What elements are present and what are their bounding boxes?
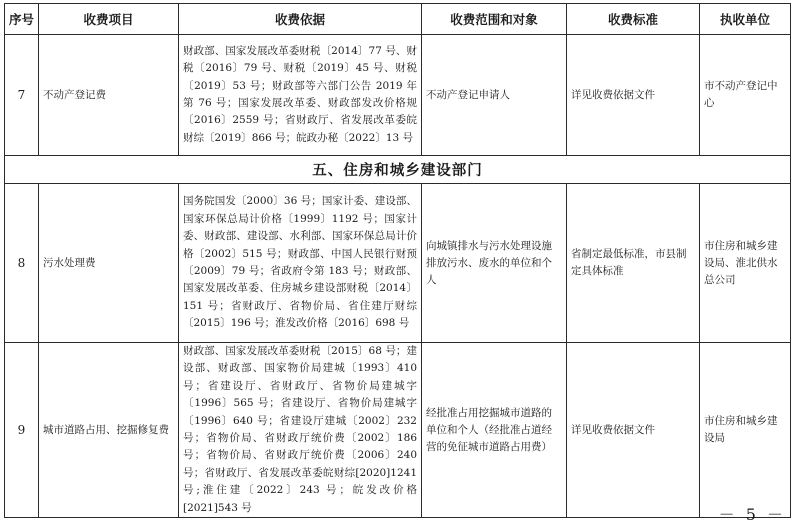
row-no: 8 <box>5 184 39 343</box>
row-item: 不动产登记费 <box>39 35 179 156</box>
row-standard: 详见收费依据文件 <box>567 35 700 156</box>
row-unit: 市不动产登记中心 <box>700 35 791 156</box>
section-title: 五、住房和城乡建设部门 <box>5 156 791 184</box>
row-standard: 详见收费依据文件 <box>567 343 700 518</box>
row-scope: 经批准占用挖掘城市道路的单位和个人（经批准占道经营的免征城市道路占用费） <box>422 343 567 518</box>
row-unit: 市住房和城乡建设局 <box>700 343 791 518</box>
row-no: 7 <box>5 35 39 156</box>
table-row <box>5 343 791 518</box>
row-item: 城市道路占用、挖掘修复费 <box>39 343 179 518</box>
fee-table <box>4 3 791 518</box>
row-no: 9 <box>5 343 39 518</box>
row-basis: 国务院国发〔2000〕36 号；国家计委、建设部、国家环保总局计价格〔1999〕1192 号；国家计委、财政部、建设部、水利部、国家环保总局计价格〔2002〕515 号；财政部、中国人民银行财预〔2009〕79 号；省政府令第 183 号；财政部、国家发展改革委、住房城乡建设部财税〔2014〕151 号；省财政厅、省物价局、省住建厅财综〔2015〕196 号；淮发改价格〔2016〕698 号 <box>179 184 422 343</box>
row-basis: 财政部、国家发展改革委财税〔2015〕68 号；建设部、财政部、国家物价局建城〔1993〕410 号；省建设厅、省财政厅、省物价局建城字〔1996〕565 号；省建设厅、省物价局建城字〔1996〕640 号；省建设厅建城〔2002〕232 号；省物价局、省财政厅统价费〔2002〕186 号；省物价局、省财政厅统价费〔2006〕240 号；省财政厅、省发展改革委皖财综[2020]1241 号;淮住建〔2022〕243 号；皖发改价格[2021]543 号 <box>179 343 422 518</box>
page-number: － 5 － <box>718 505 786 524</box>
header-basis: 收费依据 <box>179 4 422 35</box>
row-basis: 财政部、国家发展改革委财税〔2014〕77 号、财税〔2016〕79 号、财税〔2019〕45 号、财税〔2019〕53 号；财政部等六部门公告 2019 年第 76 号；国家发展改革委、财政部发改价格规〔2016〕2559 号；省财政厅、省发展改革委皖财综〔2019〕866 号；皖政办秘〔2022〕13 号 <box>179 35 422 156</box>
row-scope: 不动产登记申请人 <box>422 35 567 156</box>
section-row <box>5 156 791 184</box>
header-scope: 收费范围和对象 <box>422 4 567 35</box>
table-row <box>5 184 791 343</box>
header-no: 序号 <box>5 4 39 35</box>
table-row <box>5 35 791 156</box>
header-unit: 执收单位 <box>700 4 791 35</box>
header-standard: 收费标准 <box>567 4 700 35</box>
row-unit: 市住房和城乡建设局、淮北供水总公司 <box>700 184 791 343</box>
table-header-row <box>5 4 791 35</box>
row-scope: 向城镇排水与污水处理设施排放污水、废水的单位和个人 <box>422 184 567 343</box>
row-standard: 省制定最低标准，市县制定具体标准 <box>567 184 700 343</box>
row-item: 污水处理费 <box>39 184 179 343</box>
header-item: 收费项目 <box>39 4 179 35</box>
